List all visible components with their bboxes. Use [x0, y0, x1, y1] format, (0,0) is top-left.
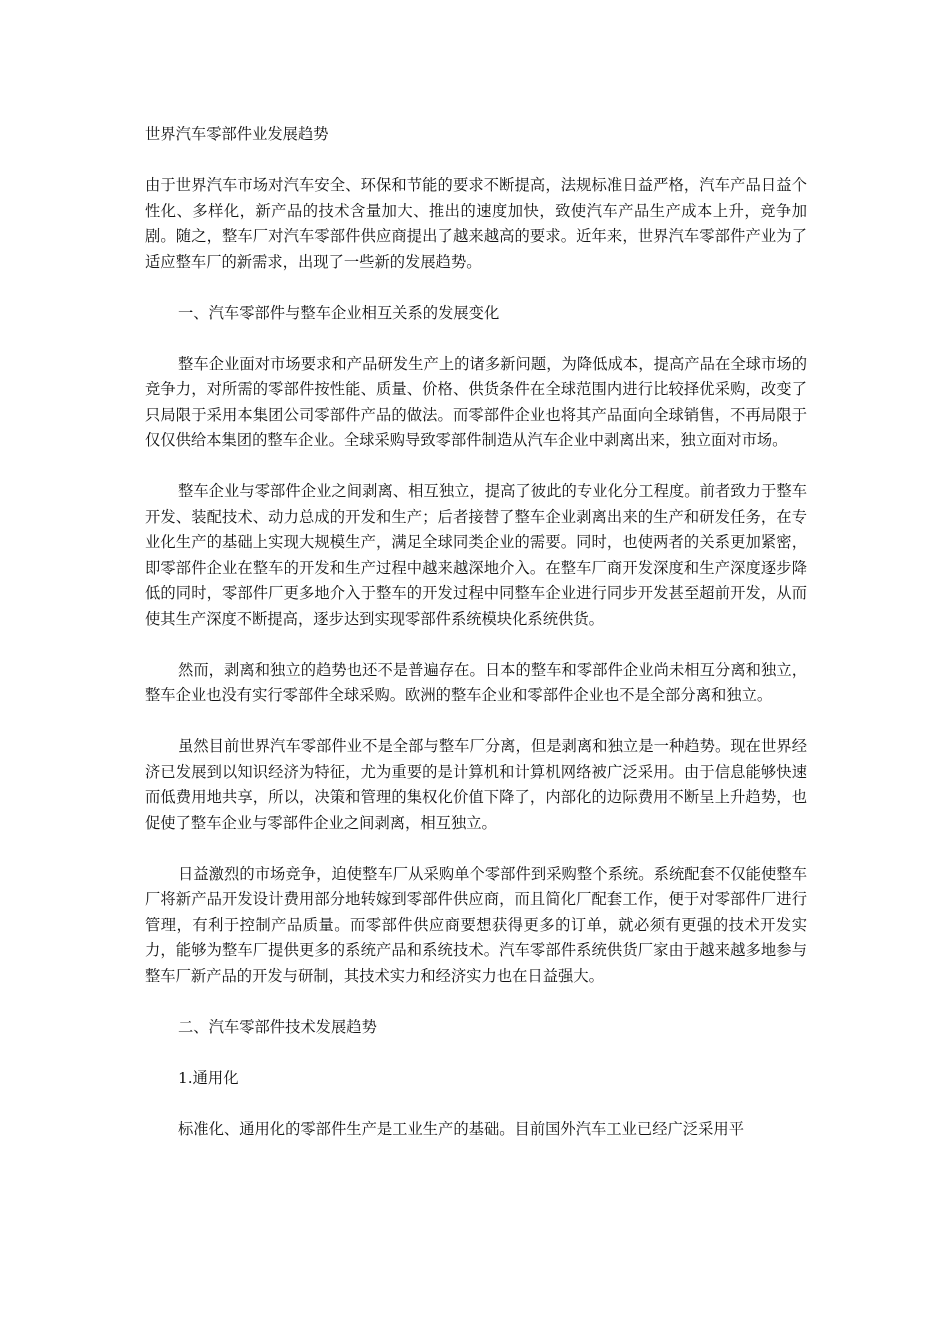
section-heading-1: 一、汽车零部件与整车企业相互关系的发展变化 — [178, 303, 500, 322]
body-paragraph: 整车企业与零部件企业之间剥离、相互独立，提高了彼此的专业化分工程度。前者致力于整车开发、装配技术、动力总成的开发和生产；后者接替了整车企业剥离出来的生产和研发任务，在专业化生产的基础上实现大规模生产，满足全球同类企业的需要。同时，也使两者的关系更加紧密，即零部件企业在整车的开发和生产过程中越来越深地介入。在整车厂商开发深度和生产深度逐步降低的同时，零部件厂更多地介入于整车的开发过程中同整车企业进行同步开发甚至超前开发，从而使其生产深度不断提高，逐步达到实现零部件系统模块化系统供货。 — [145, 482, 807, 628]
document-title: 世界汽车零部件业发展趋势 — [145, 125, 329, 143]
body-paragraph: 标准化、通用化的零部件生产是工业生产的基础。目前国外汽车工业已经广泛采用平 — [178, 1119, 744, 1138]
body-paragraph: 虽然目前世界汽车零部件业不是全部与整车厂分离，但是剥离和独立是一种趋势。现在世界经济已发展到以知识经济为特征，尤为重要的是计算机和计算机网络被广泛采用。由于信息能够快速而低费用地共享，所以，决策和管理的集权化价值下降了，内部化的边际费用不断呈上升趋势，也促使了整车企业与零部件企业之间剥离，相互独立。 — [145, 737, 807, 832]
section-heading-2: 二、汽车零部件技术发展趋势 — [178, 1017, 377, 1036]
body-paragraph: 日益激烈的市场竞争，迫使整车厂从采购单个零部件到采购整个系统。系统配套不仅能使整车厂将新产品开发设计费用部分地转嫁到零部件供应商，而且简化厂配套工作，便于对零部件厂进行管理，有利于控制产品质量。而零部件供应商要想获得更多的订单，就必须有更强的技术开发实力，能够为整车厂提供更多的系统产品和系统技术。汽车零部件系统供货厂家由于越来越多地参与整车厂新产品的开发与研制，其技术实力和经济实力也在日益强大。 — [145, 864, 807, 985]
body-paragraph: 整车企业面对市场要求和产品研发生产上的诸多新问题，为降低成本，提高产品在全球市场的竞争力，对所需的零部件按性能、质量、价格、供货条件在全球范围内进行比较择优采购，改变了只局限于采用本集团公司零部件产品的做法。而零部件企业也将其产品面向全球销售，不再局限于仅仅供给本集团的整车企业。全球采购导致零部件制造从汽车企业中剥离出来，独立面对市场。 — [145, 354, 807, 449]
body-paragraph: 然而，剥离和独立的趋势也还不是普遍存在。日本的整车和零部件企业尚未相互分离和独立，整车企业也没有实行零部件全球采购。欧洲的整车企业和零部件企业也不是全部分离和独立。 — [145, 660, 807, 704]
intro-paragraph: 由于世界汽车市场对汽车安全、环保和节能的要求不断提高，法规标准日益严格，汽车产品日益个性化、多样化，新产品的技术含量加大、推出的速度加快，致使汽车产品生产成本上升，竞争加剧。随之，整车厂对汽车零部件供应商提出了越来越高的要求。近年来，世界汽车零部件产业为了适应整车厂的新需求，出现了一些新的发展趋势。 — [145, 176, 807, 271]
subsection-heading-1: 1.通用化 — [178, 1068, 239, 1087]
document-body — [145, 122, 807, 1168]
